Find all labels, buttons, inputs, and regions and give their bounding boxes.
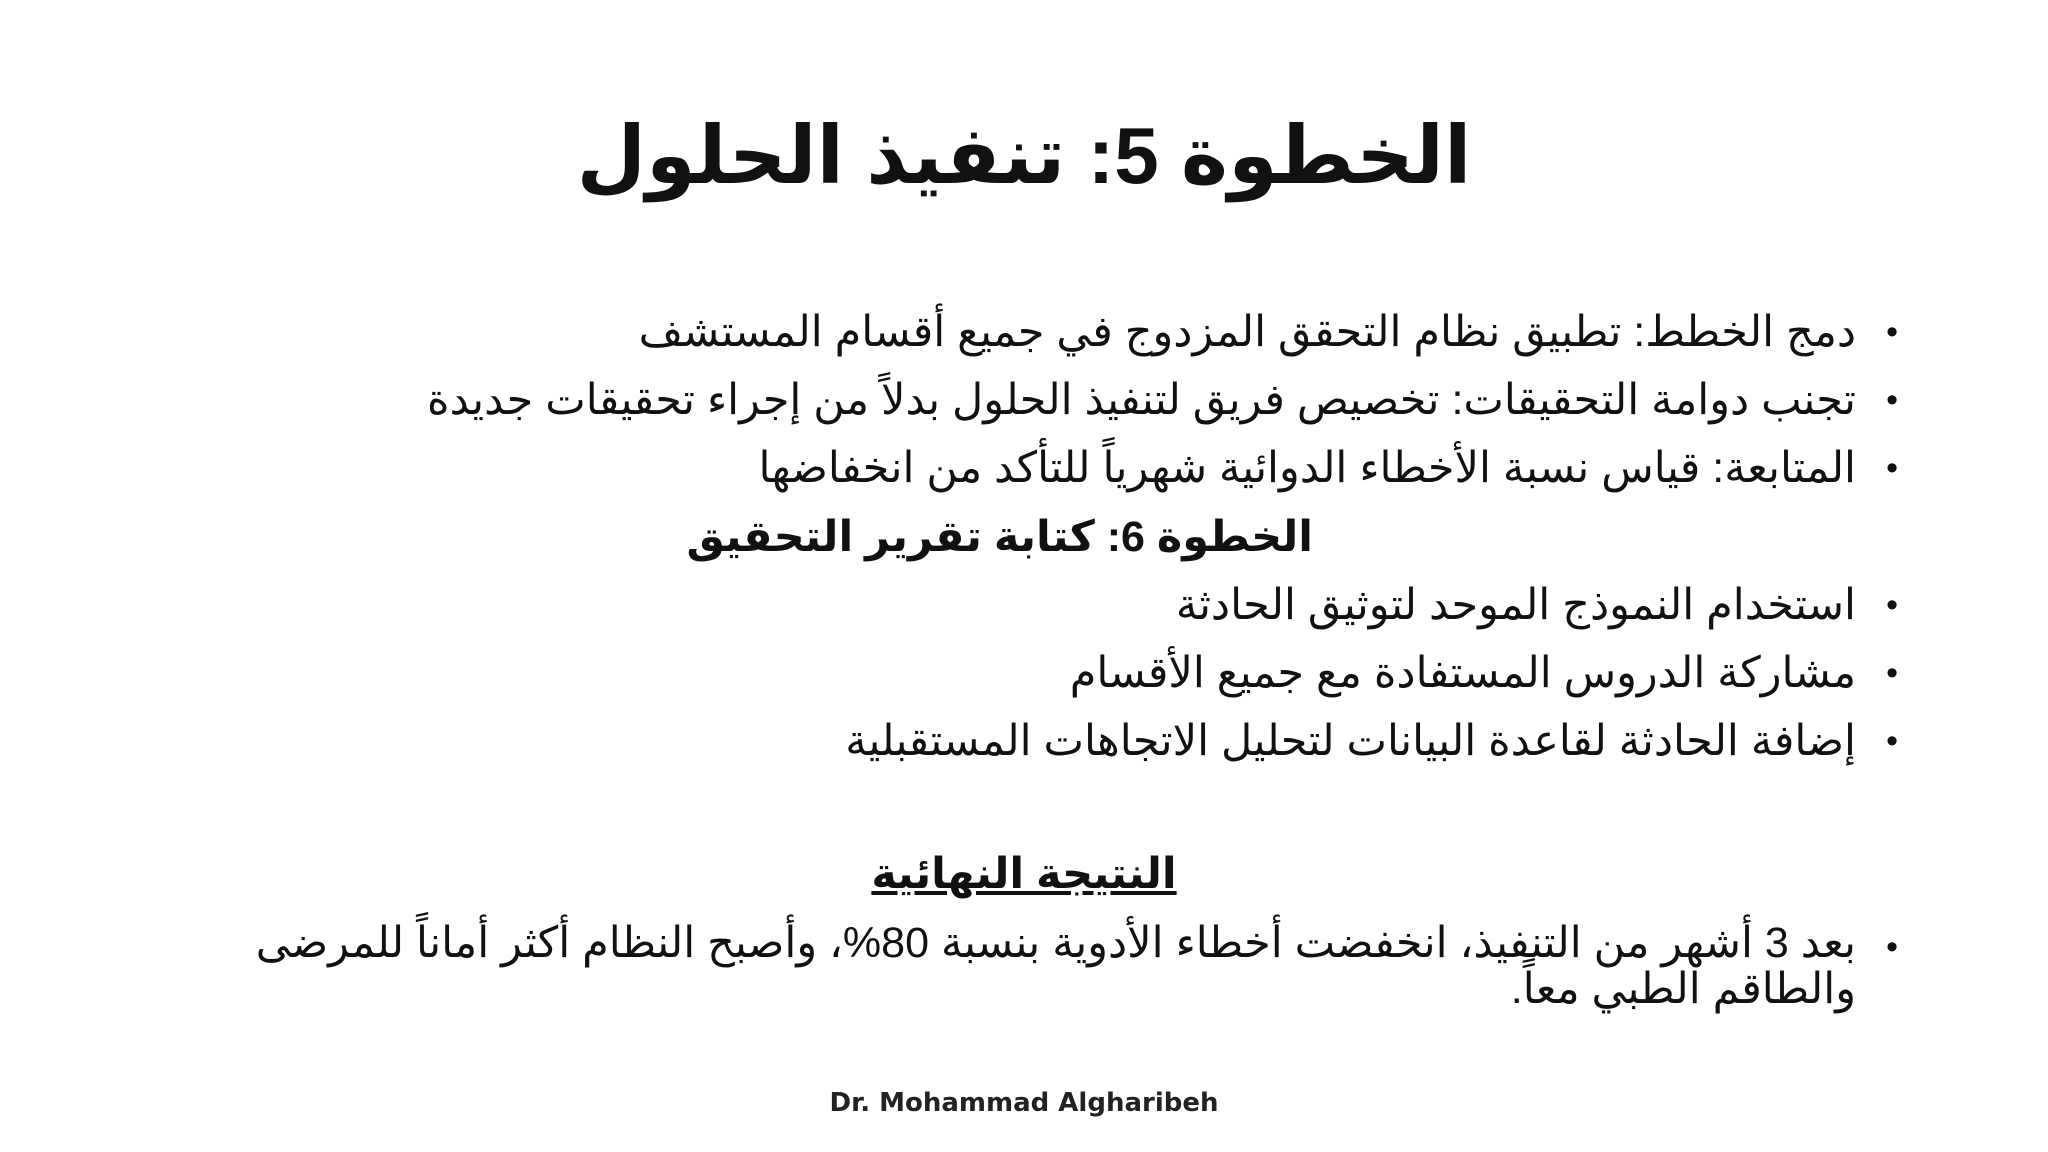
step6-heading: الخطوة 6: كتابة تقرير التحقيق	[686, 513, 1313, 561]
footer-author: Dr. Mohammad Algharibeh	[829, 1088, 1219, 1118]
bullet-text: إضافة الحادثة لقاعدة البيانات لتحليل الاتجاهات المستقبلية	[845, 717, 1856, 765]
bullet-text: استخدام النموذج الموحد لتوثيق الحادثة	[1175, 581, 1856, 629]
bullet-text: تجنب دوامة التحقيقات: تخصيص فريق لتنفيذ الحلول بدلاً من إجراء تحقيقات جديدة	[427, 376, 1856, 424]
bullet-icon: •	[1886, 586, 1898, 624]
list-item	[138, 571, 1898, 639]
list-item	[138, 298, 1898, 366]
bullet-list-step5	[138, 298, 1898, 502]
list-item	[138, 639, 1898, 707]
result-text: بعد 3 أشهر من التنفيذ، انخفضت أخطاء الأدوية بنسبة 80%، وأصبح النظام أكثر أماناً للمرضى والطاقم الطبي معاً.	[255, 919, 1856, 1013]
result-heading: النتيجة النهائية	[871, 850, 1177, 898]
list-item	[138, 434, 1898, 502]
bullet-icon: •	[1886, 381, 1898, 419]
bullet-icon: •	[1886, 449, 1898, 487]
bullet-text: المتابعة: قياس نسبة الأخطاء الدوائية شهرياً للتأكد من انخفاضها	[758, 444, 1856, 492]
bullet-text: مشاركة الدروس المستفادة مع جميع الأقسام	[1069, 649, 1856, 697]
bullet-icon: •	[1886, 654, 1898, 692]
bullet-text: دمج الخطط: تطبيق نظام التحقق المزدوج في جميع أقسام المستشف	[638, 308, 1856, 356]
slide-title: الخطوة 5: تنفيذ الحلول	[576, 111, 1472, 200]
bullet-icon: •	[1886, 722, 1898, 760]
result-paragraph	[126, 920, 1898, 1012]
bullet-list-step6	[138, 571, 1898, 775]
bullet-icon: •	[1886, 313, 1898, 351]
bullet-icon: •	[1886, 928, 1898, 966]
list-item	[138, 366, 1898, 434]
list-item	[138, 707, 1898, 775]
